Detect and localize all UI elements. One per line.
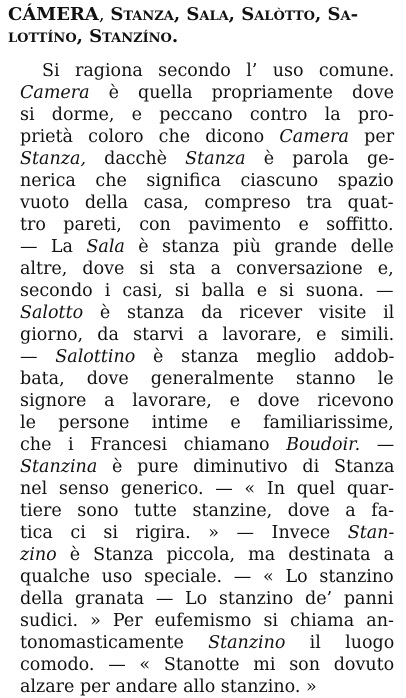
text-line [20,82,394,104]
text-line [20,456,394,478]
text-line [20,302,394,324]
italic-term: Camera [20,83,90,103]
italic-term: Stan- [347,523,395,543]
text-run: le persone intime e familiarissime, [20,413,394,433]
text-line [20,170,394,192]
text-line [20,192,394,214]
text-run: nerica che significa ciascuno spazio [20,171,394,191]
text-line [20,236,394,258]
text-run: tica ci si rigira. » — Invece [20,523,348,543]
text-run: vuoto della casa, compreso tra quat- [20,193,394,213]
entry-header-line-1: CÁMERA, Stanza, Sala, Salòtto, Sa- [8,4,359,25]
text-run: — La [20,237,87,257]
text-line [20,478,394,500]
text-run: della granata — Lo stanzino de’ panni [20,589,394,609]
italic-term: Boudoir. [286,435,361,455]
text-run: è parola ge- [245,149,395,169]
text-run: è stanza da ricever visite il [83,303,395,323]
text-line [20,368,394,390]
entry-synonyms-1: Stanza, Sala, Salòtto, Sa- [110,4,359,25]
italic-term: zino [20,545,57,565]
text-run: sudici. » Per eufemismo si chiama an- [20,611,394,631]
text-line [42,60,394,82]
text-line [20,544,394,566]
text-line [20,126,394,148]
text-line [20,148,394,170]
text-line [20,258,394,280]
text-run: prietà coloro che dicono [20,127,280,147]
text-run: signore a lavorare, e dove ricevono [20,391,394,411]
entry-header-line-2 [8,26,406,48]
text-run: Si ragiona secondo l’ uso comune. [42,61,395,81]
text-line [20,588,394,610]
text-run: è pure diminutivo di Stanza [97,457,395,477]
italic-term: Sala [86,237,125,257]
text-run: è Stanza piccola, ma destinata a [56,545,395,565]
text-run: per [348,127,395,147]
text-line [20,104,394,126]
text-run: tro pareti, con pavimento e soffitto. [20,215,394,235]
text-run: è stanza più grande delle [124,237,394,257]
text-line [20,566,394,588]
text-run: qualche uso speciale. — « Lo stanzino [20,567,394,587]
text-run: si dorme, e peccano contro la pro- [20,105,394,125]
text-run: alzare per andare allo stanzino. » [20,677,317,697]
text-line [20,632,394,654]
italic-term: Salottino [55,347,136,367]
text-line [20,522,394,544]
italic-term: Salotto [20,303,84,323]
italic-term: Stanza, [20,149,86,169]
text-run: che i Francesi chiamano [20,435,287,455]
text-run: è quella propriamente dove [89,83,394,103]
text-line [20,654,394,676]
entry-headword: CÁMERA [8,4,99,25]
text-run: nel senso generico. — « In quel quar- [20,479,395,499]
text-line [20,676,317,698]
text-run: — [360,435,395,455]
text-run: è stanza meglio addob- [135,347,395,367]
text-run: dacchè [85,149,186,169]
text-line [20,214,394,236]
text-run: altre, dove si sta a conversazione e, [20,259,394,279]
text-line [20,610,394,632]
text-line [20,500,394,522]
text-run: il luogo [285,633,395,653]
text-run: — [20,347,56,367]
text-run: tonomasticamente [20,633,209,653]
text-line [20,434,394,456]
italic-term: Stanzina [20,457,98,477]
italic-term: Camera [279,127,349,147]
italic-term: Stanzino [208,633,286,653]
text-line [20,324,394,346]
text-run: giorno, da starvi a lavorare, e simili. [20,325,395,345]
text-run: secondo i casi, si balla e si suona. — [20,281,394,301]
text-line [20,390,394,412]
text-line [20,346,394,368]
text-line [20,412,394,434]
italic-term: Stanza [185,149,246,169]
text-run: comodo. — « Stanotte mi son dovuto [20,655,395,675]
text-run: bata, dove generalmente stanno le [20,369,394,389]
entry-synonyms-2: lottíno, Stanzíno. [8,26,179,47]
text-run: tiere sono tutte stanzine, dove a fa- [20,501,395,521]
text-line [20,280,394,302]
